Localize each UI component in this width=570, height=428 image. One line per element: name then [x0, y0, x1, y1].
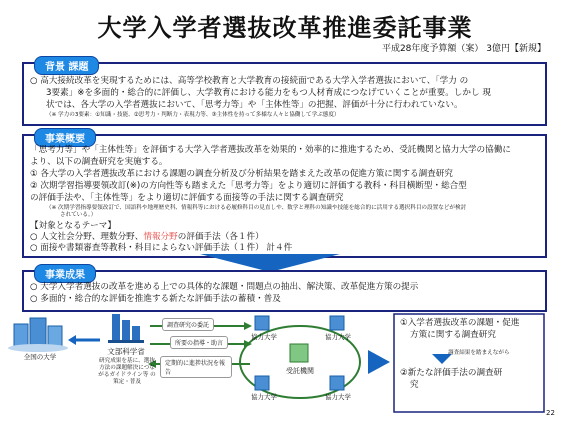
background-line-1: ○ 高大接続改革を実現するためには、高等学校教育と大学教育の接続面である大学入学者選抜において、「学力 の — [30, 76, 469, 86]
overview-note-2: されている。） — [60, 212, 97, 218]
overview-item-1: ① 各大学の入学者選抜改革における課題の調査分析及び分析結果を踏まえた改革の促進方策に関する調査研究 — [30, 169, 453, 179]
partner-university-1: 協力大学 — [251, 333, 277, 341]
theme-item-1 — [30, 232, 264, 243]
theme-item-2: ○ 面接や書類審査等教科・科目によらない評価手法（１件） 計４件 — [30, 243, 293, 253]
theme-item-1-highlight: 情報分野 — [143, 232, 178, 242]
right-sub-note: 調査結果を踏まえながら — [448, 350, 510, 356]
background-line-3: 状では、各大学の入学者選抜において、「思考力等」や「主体性等」の把握、評価が十分に行われていない。 — [46, 100, 463, 110]
overview-item-2b: の評価手法や、「主体性等」をより適切に評価する面接等の手法に関する調査研究 — [30, 193, 344, 203]
mext-note: 研究成果を基に、選抜方法の課題解決につながるガイドライン等 の策定・普及 — [98, 358, 156, 385]
page-title: 大学入学者選抜改革推進委託事業 — [97, 14, 473, 42]
theme-heading: 【対象となるテーマ】 — [30, 221, 116, 231]
right-item-1b: 方策に関する調査研究 — [410, 330, 496, 340]
right-item-2b: 究 — [410, 380, 419, 390]
background-label: 背景 課題 — [34, 56, 99, 75]
overview-line-2: より、以下の調査研究を実施する。 — [30, 157, 168, 167]
results-line-2: ○ 多面的・総合的な評価を推進する新たな評価手法の蓄積・普及 — [30, 294, 281, 304]
right-item-1a: ①入学者選抜改革の課題・促進 — [400, 318, 520, 328]
partner-university-2: 協力大学 — [325, 333, 351, 341]
partner-university-3: 協力大学 — [251, 393, 277, 401]
mext-label: 文部科学省 — [107, 347, 145, 356]
report-label: 定期的に進捗状況を報告 — [160, 356, 232, 378]
overview-line-1: 「思考力等」や「主体性等」を評価する大学入学者選抜改革を効果的・効率的に推進するため、受託機関と協力大学の協働に — [30, 145, 511, 155]
results-label: 事業成果 — [34, 264, 96, 283]
advice-label: 所要の指導・助言 — [170, 336, 228, 349]
all-universities-icon — [8, 318, 68, 352]
theme-item-1-post: の評価手法（各１件） — [177, 232, 264, 242]
overview-item-2a: ② 次期学習指導要領改訂(※)の方向性等も踏まえた「思考力等」をより適切に評価する教科・科目横断型・総合型 — [30, 181, 467, 191]
background-note: （※ 学力の3要素：①知識・技能、②思考力・判断力・表現力等、③主体性を持って多様な人々と協働して学ぶ態度） — [46, 112, 340, 118]
all-universities-label: 全国の大学 — [23, 353, 57, 361]
right-item-2a: ②新たな評価手法の調査研 — [400, 368, 503, 378]
overview-note-1: （※ 次期学習指導要領改訂で、国語科や地理歴史科、情報科等における必履修科目の見直しや、数学と理科の知識や技能を総合的に活用する選択科目の設置などが検討 — [46, 205, 467, 211]
contractor-label: 受託機関 — [286, 367, 314, 375]
commission-label: 調査研究の委託 — [162, 318, 214, 331]
partner-university-4: 協力大学 — [325, 393, 351, 401]
theme-item-1-pre: ○ 人文社会分野、理数分野、 — [30, 232, 144, 242]
partner-university-icons — [255, 316, 344, 390]
overview-label: 事業概要 — [34, 128, 96, 147]
results-line-1: ○ 大学入学者選抜の改革を進める上での具体的な課題・問題点の抽出、解決策、改革促進方策の提示 — [30, 282, 419, 292]
budget-note: 平成28年度予算額（案） 3億円【新規】 — [381, 44, 546, 54]
background-line-2: 3要素」※を多面的・総合的に評価し、大学教育における能力をもつ人材育成につなげていくことが重要。しかし 現 — [46, 88, 491, 98]
page-number: 22 — [546, 409, 555, 417]
mext-building-icon — [108, 314, 144, 343]
